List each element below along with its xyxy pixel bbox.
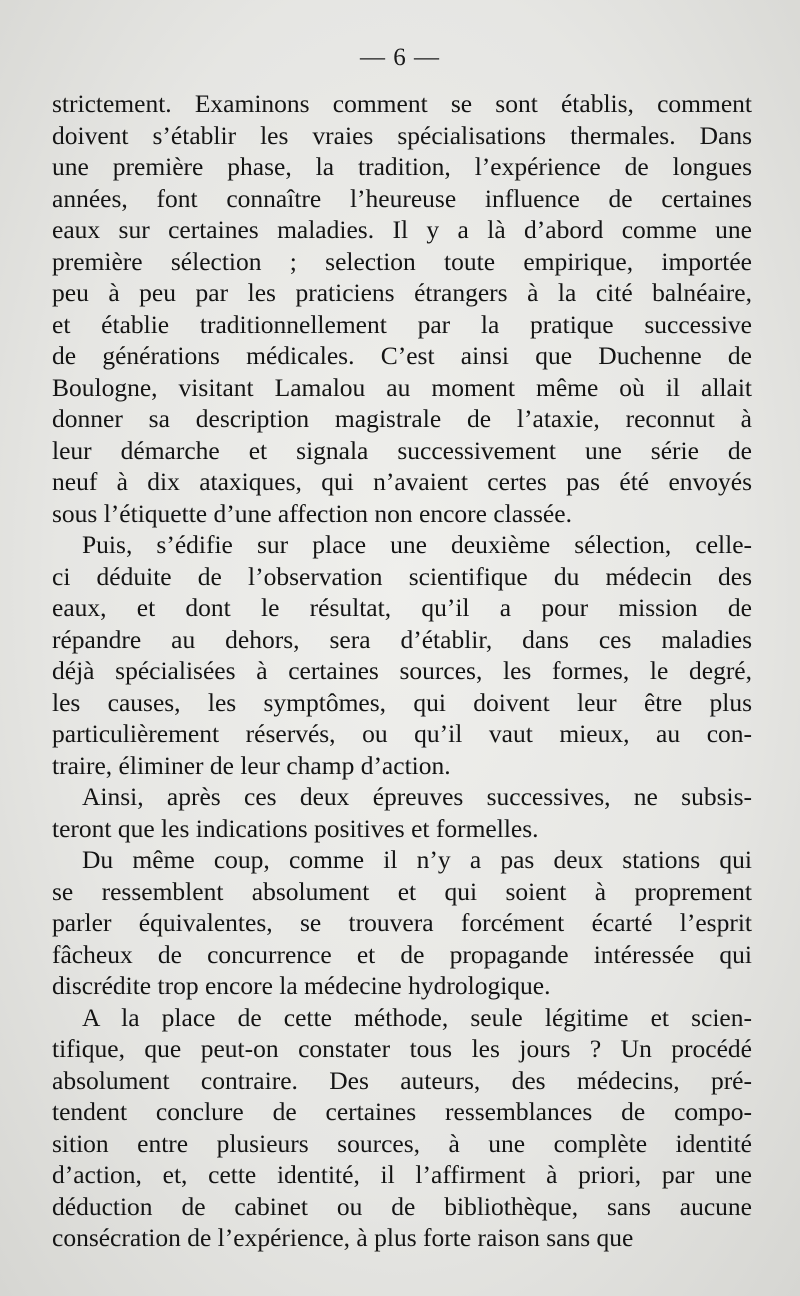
- paragraph: [52, 529, 752, 781]
- text-line: discrédite trop encore la médecine hydrologique.: [52, 971, 551, 1000]
- text-line: Ainsi, après ces deux épreuves successives, ne subsis-: [82, 782, 752, 811]
- text-line: neuf à dix ataxiques, qui n’avaient certes pas été envoyés: [52, 467, 752, 496]
- text-line: et établie traditionnellement par la pratique successive: [52, 309, 752, 339]
- text-line: ci déduite de l’observation scientifique du médecin des: [52, 561, 752, 591]
- paragraph: [52, 844, 752, 1002]
- text-line: particulièrement réservés, ou qu’il vaut mieux, au con-: [52, 719, 752, 748]
- text-line: tendent conclure de certaines ressemblances de compo-: [52, 1097, 752, 1126]
- text-line: de générations médicales. C’est ainsi que Duchenne de: [52, 341, 752, 370]
- text-line: consécration de l’expérience, à plus forte raison sans que: [52, 1223, 634, 1252]
- paragraph: [52, 1002, 752, 1254]
- text-line: Du même coup, comme il n’y a pas deux stations qui: [82, 845, 752, 874]
- text-line: teront que les indications positives et formelles.: [52, 813, 539, 843]
- text-line: d’action, et, cette identité, il l’affirment à priori, par une: [52, 1160, 752, 1189]
- text-line: répandre au dehors, sera d’établir, dans ces maladies: [52, 624, 752, 654]
- text-line: déduction de cabinet ou de bibliothèque, sans aucune: [52, 1191, 752, 1221]
- text-line: se ressemblent absolument et qui soient à proprement: [52, 876, 752, 906]
- text-line: sous l’étiquette d’une affection non encore classée.: [52, 498, 572, 528]
- text-line: Boulogne, visitant Lamalou au moment même où il allait: [52, 372, 752, 402]
- text-line: doivent s’établir les vraies spécialisations thermales. Dans: [52, 120, 752, 150]
- text-line: tifique, que peut-on constater tous les jours ? Un procédé: [52, 1034, 752, 1063]
- text-line: Puis, s’édifie sur place une deuxième sélection, celle-: [82, 530, 752, 559]
- text-line: eaux sur certaines maladies. Il y a là d’abord comme une: [52, 215, 752, 244]
- text-line: strictement. Examinons comment se sont établis, comment: [52, 89, 752, 118]
- text-line: absolument contraire. Des auteurs, des médecins, pré-: [52, 1065, 752, 1095]
- text-line: sition entre plusieurs sources, à une complète identité: [52, 1128, 752, 1158]
- text-line: A la place de cette méthode, seule légitime et scien-: [82, 1002, 752, 1032]
- text-line: parler équivalentes, se trouvera forcément écarté l’esprit: [52, 908, 752, 937]
- text-line: traire, éliminer de leur champ d’action.: [52, 750, 451, 780]
- text-line: peu à peu par les praticiens étrangers à la cité balnéaire,: [52, 278, 752, 307]
- text-line: première sélection ; selection toute empirique, importée: [52, 246, 752, 276]
- text-line: une première phase, la tradition, l’expérience de longues: [52, 152, 752, 181]
- text-line: eaux, et dont le résultat, qu’il a pour mission de: [52, 593, 752, 622]
- text-line: déjà spécialisées à certaines sources, les formes, le degré,: [52, 656, 752, 685]
- page-number: — 6 —: [360, 44, 440, 71]
- paragraph: [52, 88, 752, 529]
- text-line: les causes, les symptômes, qui doivent leur être plus: [52, 687, 752, 717]
- body-text: [52, 88, 752, 1254]
- text-line: leur démarche et signala successivement une série de: [52, 435, 752, 465]
- text-line: années, font connaître l’heureuse influence de certaines: [52, 183, 752, 213]
- text-line: donner sa description magistrale de l’ataxie, reconnut à: [52, 404, 752, 433]
- paragraph: [52, 781, 752, 844]
- text-line: fâcheux de concurrence et de propagande intéressée qui: [52, 939, 752, 969]
